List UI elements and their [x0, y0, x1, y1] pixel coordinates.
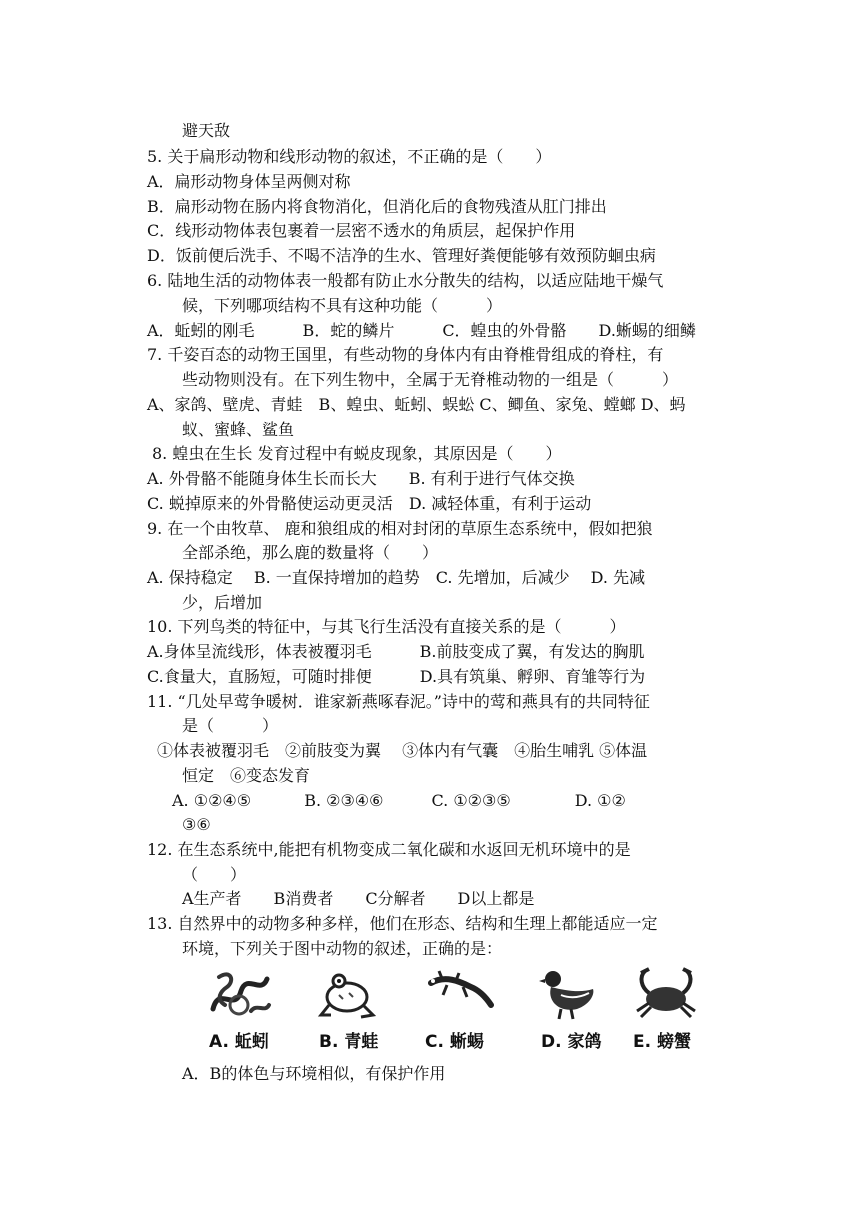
frog-icon — [317, 965, 377, 1023]
earthworm-icon — [205, 965, 275, 1023]
animal-d — [537, 965, 627, 1057]
option-line: A.身体呈流线形，体表被覆羽毛 B.前肢变成了翼，有发达的胸肌 — [147, 642, 645, 661]
text-line: ③⑥ — [182, 815, 211, 834]
caption-a: A. 蚯蚓 — [209, 1032, 269, 1052]
crab-icon — [631, 965, 701, 1023]
question-8: 8. 蝗虫在生长 发育过程中有蜕皮现象，其原因是（ ） — [152, 444, 562, 463]
text-line: 少，后增加 — [182, 593, 263, 612]
question-10: 10. 下列鸟类的特征中，与其飞行生活没有直接关系的是（ ） — [147, 617, 626, 636]
question-5: 5. 关于扁形动物和线形动物的叙述，不正确的是（ ） — [147, 147, 552, 166]
text-line: 候，下列哪项结构不具有这种功能（ ） — [182, 296, 503, 315]
option-line: A．蚯蚓的刚毛 B．蛇的鳞片 C．蝗虫的外骨骼 D.蜥蜴的细鳞 — [147, 321, 696, 340]
question-9: 9. 在一个由牧草、 鹿和狼组成的相对封闭的草原生态系统中，假如把狼 — [147, 519, 653, 538]
animal-e — [631, 965, 721, 1057]
option-line: A．扁形动物身体呈两侧对称 — [147, 172, 351, 191]
lizard-icon — [425, 965, 495, 1015]
option-line: A. 外骨骼不能随身体生长而长大 B. 有利于进行气体交换 — [147, 469, 575, 488]
caption-c: C. 蜥蜴 — [425, 1032, 484, 1052]
question-6: 6. 陆地生活的动物体表一般都有防止水分散失的结构，以适应陆地干燥气 — [147, 271, 664, 290]
pigeon-icon — [537, 965, 597, 1023]
option-line: C．线形动物体表包裹着一层密不透水的角质层，起保护作用 — [147, 221, 576, 240]
text-line: 避天敌 — [182, 121, 231, 140]
text-line: 全部杀绝，那么鹿的数量将（ ） — [182, 543, 439, 562]
text-line: 环境，下列关于图中动物的叙述，正确的是： — [182, 939, 503, 958]
option-line: A. 保持稳定 B. 一直保持增加的趋势 C. 先增加，后减少 D. 先减 — [147, 568, 646, 587]
option-line: A、家鸽、壁虎、青蛙 B、蝗虫、蚯蚓、蜈蚣 C、鲫鱼、家兔、螳螂 D、蚂 — [147, 395, 686, 414]
text-line: 蚁、蜜蜂、鲨鱼 — [182, 420, 295, 439]
option-line: A生产者 B消费者 C分解者 D以上都是 — [182, 889, 535, 908]
question-13: 13. 自然界中的动物多种多样，他们在形态、结构和生理上都能适应一定 — [147, 914, 658, 933]
option-line: D．饭前便后洗手、不喝不洁净的生水、管理好粪便能够有效预防蛔虫病 — [147, 246, 656, 265]
option-line: A．B的体色与环境相似，有保护作用 — [182, 1064, 446, 1083]
option-line: B．扁形动物在肠内将食物消化，但消化后的食物残渣从肛门排出 — [147, 197, 607, 216]
question-11: 11. “几处早莺争暖树．谁家新燕啄春泥。”诗中的莺和燕具有的共同特征 — [147, 692, 650, 711]
option-line: C. 蜕掉原来的外骨骼使运动更灵活 D. 减轻体重，有利于运动 — [147, 494, 592, 513]
option-line: ①体表被覆羽毛 ②前肢变为翼 ③体内有气囊 ④胎生哺乳 ⑤体温 — [157, 741, 648, 760]
text-line: （ ） — [182, 865, 247, 884]
caption-d: D. 家鸽 — [541, 1032, 602, 1052]
caption-e: E. 螃蟹 — [633, 1032, 691, 1052]
option-line: A. ①②④⑤ B. ②③④⑥ C. ①②③⑤ D. ①② — [172, 791, 626, 810]
animal-c — [425, 965, 515, 1057]
text-line: 是（ ） — [182, 716, 279, 735]
text-line: 恒定 ⑥变态发育 — [182, 766, 311, 785]
animal-a — [205, 965, 295, 1057]
animal-figure — [205, 965, 705, 1057]
question-12: 12. 在生态系统中,能把有机物变成二氧化碳和水返回无机环境中的是 — [147, 840, 631, 859]
text-line: 些动物则没有。在下列生物中，全属于无脊椎动物的一组是（ ） — [182, 370, 679, 389]
option-line: C.食量大，直肠短，可随时排便 D.具有筑巢、孵卵、育雏等行为 — [147, 667, 646, 686]
animal-b — [317, 965, 407, 1057]
question-7: 7. 千姿百态的动物王国里，有些动物的身体内有由脊椎骨组成的脊柱，有 — [147, 345, 664, 364]
caption-b: B. 青蛙 — [319, 1032, 379, 1052]
